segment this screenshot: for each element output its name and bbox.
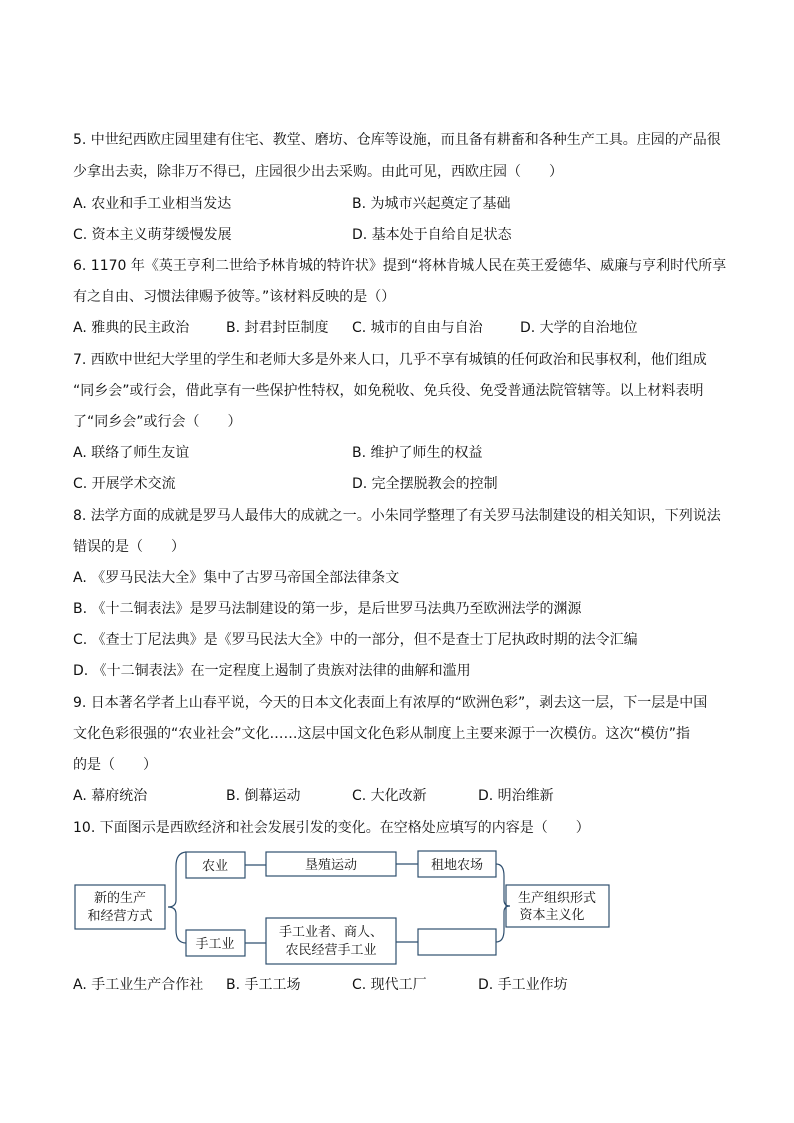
q10-option-b: B. 手工工场: [226, 977, 301, 993]
diagram-right-line-2: 资本主义化: [519, 908, 585, 923]
diagram-tenant-farm-label: 租地农场: [430, 858, 484, 873]
q8-option-a: A. 《罗马民法大全》集中了古罗马帝国全部法律条文: [73, 570, 400, 586]
q9-option-b: B. 倒幕运动: [226, 788, 301, 804]
diagram-agriculture-label: 农业: [201, 859, 229, 874]
q6-option-a: A. 雅典的民主政治: [73, 320, 190, 336]
q8-stem-line-1: 8. 法学方面的成就是罗马人最伟大的成就之一。小朱同学整理了有关罗马法制建设的相关知识，下列说法: [73, 508, 721, 524]
q8-stem-line-2: 错误的是（ ）: [73, 539, 185, 555]
q9-stem-line-3: 的是（ ）: [73, 757, 157, 773]
q5-option-a: A. 农业和手工业相当发达: [73, 196, 232, 212]
q5-option-b: B. 为城市兴起奠定了基础: [352, 196, 511, 212]
q6-option-c: C. 城市的自由与自治: [352, 320, 483, 336]
q10-stem-line-1: 10. 下面图示是西欧经济和社会发展引发的变化。在空格处应填写的内容是（ ）: [73, 820, 590, 836]
diagram-box-handicraftsmen: [266, 918, 396, 964]
q9-option-a: A. 幕府统治: [73, 788, 148, 804]
diagram-box-handicraft: [186, 930, 245, 956]
q7-option-d: D. 完全摆脱教会的控制: [352, 476, 498, 492]
diagram-box-agriculture: [186, 852, 245, 878]
q6-option-d: D. 大学的自治地位: [520, 320, 638, 336]
q6-stem-line-2: 有之自由、习惯法律赐予彼等。”该材料反映的是（）: [73, 289, 396, 305]
q5-option-d: D. 基本处于自给自足状态: [352, 227, 512, 243]
q9-stem-line-1: 9. 日本著名学者上山春平说，今天的日本文化表面上有浓厚的“欧洲色彩”，剥去这一层，下一层是中国: [73, 695, 708, 711]
diagram-handicraftsmen-line-1: 手工业者、商人、: [278, 925, 384, 940]
diagram-reclamation-label: 垦殖运动: [304, 858, 358, 873]
q9-option-c: C. 大化改新: [352, 788, 427, 804]
q5-stem-line-2: 少拿出去卖，除非万不得已，庄园很少出去采购。由此可见，西欧庄园（ ）: [73, 164, 563, 180]
q10-option-d: D. 手工业作坊: [478, 977, 568, 993]
q8-option-b: B. 《十二铜表法》是罗马法制建设的第一步，是后世罗马法典乃至欧洲法学的渊源: [73, 601, 582, 617]
q7-option-a: A. 联络了师生友谊: [73, 445, 190, 461]
diagram-box-reclamation: [266, 852, 396, 876]
q6-stem-line-1: 6. 1170 年《英王亨利二世给予林肯城的特许状》提到“将林肯城人民在英王爱德华、威廉与亨利时代所享: [73, 258, 727, 274]
q10-option-a: A. 手工业生产合作社: [73, 977, 204, 993]
q6-option-b: B. 封君封臣制度: [226, 320, 329, 336]
diagram-left-box: [75, 885, 165, 929]
q7-option-b: B. 维护了师生的权益: [352, 445, 483, 461]
q5-stem-line-1: 5. 中世纪西欧庄园里建有住宅、教堂、磨坊、仓库等设施，而且备有耕畜和各种生产工具。庄园的产品很: [73, 132, 721, 148]
q8-option-d: D. 《十二铜表法》在一定程度上遏制了贵族对法律的曲解和滥用: [73, 663, 471, 679]
q7-stem-line-3: 了“同乡会”或行会（ ）: [73, 414, 242, 430]
diagram-right-box: [506, 885, 609, 927]
q8-option-c: C. 《查士丁尼法典》是《罗马民法大全》中的一部分，但不是查士丁尼执政时期的法令汇编: [73, 632, 638, 648]
diagram-box-blank: [418, 929, 496, 955]
diagram-left-line-2: 和经营方式: [87, 909, 153, 924]
diagram-left-line-1: 新的生产: [93, 891, 147, 906]
diagram-handicraftsmen-line-2: 农民经营手工业: [285, 943, 377, 958]
q7-stem-line-2: “同乡会”或行会，借此享有一些保护性特权，如免税收、免兵役、免受普通法院管辖等。以上材料表明: [73, 383, 704, 399]
diagram-right-line-1: 生产组织形式: [517, 891, 597, 906]
q9-option-d: D. 明治维新: [478, 788, 554, 804]
q5-option-c: C. 资本主义萌芽缓慢发展: [73, 227, 232, 243]
q7-stem-line-1: 7. 西欧中世纪大学里的学生和老师大多是外来人口，几乎不享有城镇的任何政治和民事权利，他们组成: [73, 352, 707, 368]
diagram-box-tenant-farm: [418, 851, 496, 877]
q10-option-c: C. 现代工厂: [352, 977, 427, 993]
q9-stem-line-2: 文化色彩很强的“农业社会”文化……这层中国文化色彩从制度上主要来源于一次模仿。这次“模仿”指: [73, 726, 691, 742]
diagram-handicraft-label: 手工业: [195, 937, 235, 952]
q7-option-c: C. 开展学术交流: [73, 476, 176, 492]
